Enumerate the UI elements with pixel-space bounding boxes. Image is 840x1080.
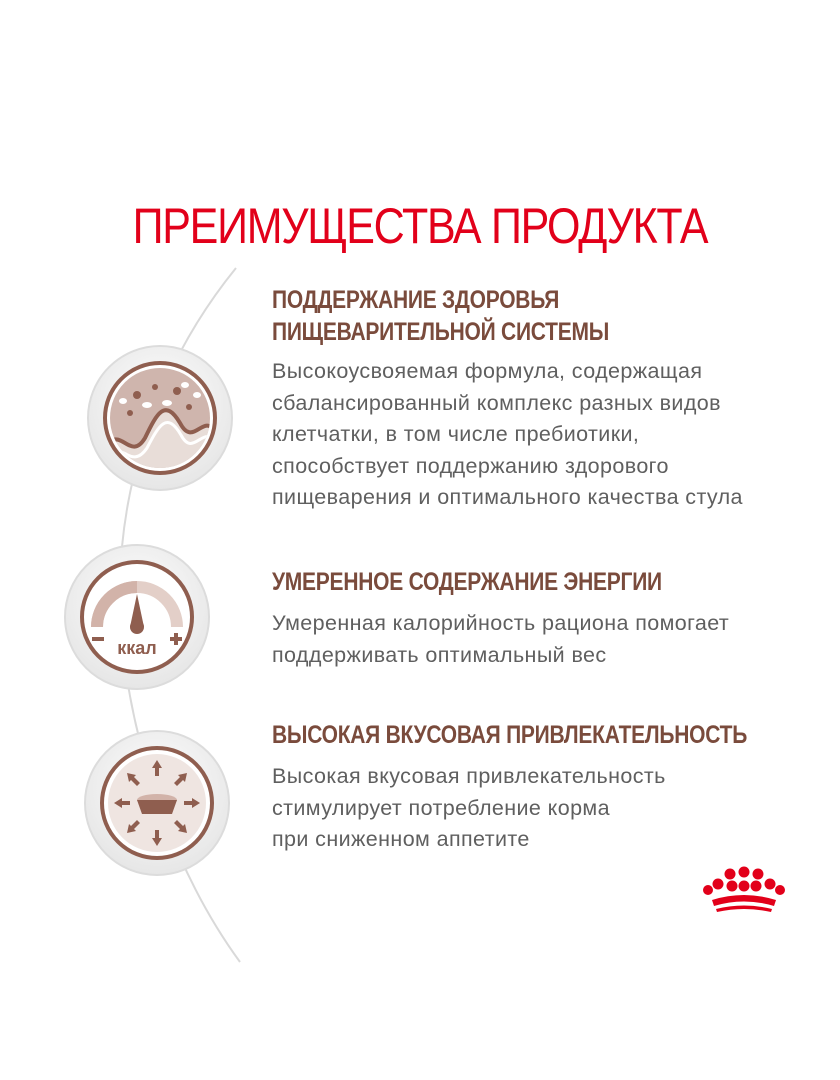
food-bowl-palatability-icon — [82, 728, 232, 878]
icon-label: ккал — [117, 638, 157, 658]
benefit-description: Высокая вкусовая привлекательность стимулирует потребление корма при сниженном аппетите — [272, 764, 666, 851]
page-title: ПРЕИМУЩЕСТВА ПРОДУКТА — [132, 197, 708, 254]
benefit-heading: ПОДДЕРЖАНИЕ ЗДОРОВЬЯ ПИЩЕВАРИТЕЛЬНОЙ СИСТЕМЫ — [272, 286, 610, 346]
benefit-heading: УМЕРЕННОЕ СОДЕРЖАНИЕ ЭНЕРГИИ — [272, 568, 662, 596]
benefit-description: Умеренная калорийность рациона помогает поддерживать оптимальный вес — [272, 611, 730, 667]
royal-canin-crown-logo — [700, 866, 788, 916]
calorie-gauge-icon — [62, 542, 212, 692]
benefit-description: Высокоусвояемая формула, содержащая сбалансированный комплекс разных видов клетчатки, в том числе пребиотики, способствует поддержанию здорового пищеварения и оптимального качества стула — [272, 359, 743, 509]
digestion-icon — [85, 343, 235, 493]
benefit-heading: ВЫСОКАЯ ВКУСОВАЯ ПРИВЛЕКАТЕЛЬНОСТЬ — [272, 721, 748, 749]
